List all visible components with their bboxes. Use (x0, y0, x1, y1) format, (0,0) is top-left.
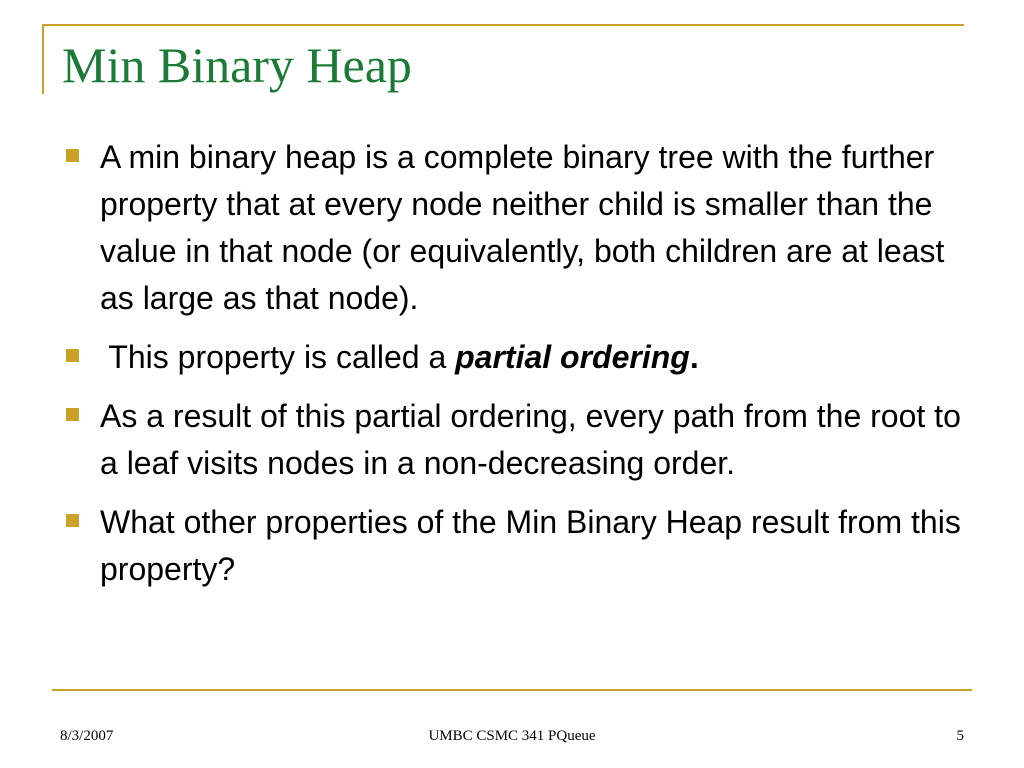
bullet-item-4 (62, 499, 962, 593)
square-bullet-icon (66, 349, 79, 362)
footer-divider (52, 689, 972, 691)
slide-title: Min Binary Heap (62, 37, 412, 93)
footer-course-title: UMBC CSMC 341 PQueue (428, 728, 596, 744)
bullet-item-1 (62, 134, 962, 322)
footer-page-number: 5 (956, 728, 964, 744)
bullet-text-4: What other properties of the Min Binary Heap result from this property? (100, 504, 961, 587)
square-bullet-icon (66, 514, 79, 527)
title-frame-left-line (42, 24, 44, 94)
bullet-text-2-after: . (689, 339, 699, 375)
bullet-text-2-before: This property is called a (100, 339, 456, 375)
bullet-text-2-emphasis: partial ordering (455, 339, 690, 375)
footer-date: 8/3/2007 (60, 728, 114, 744)
bullet-text-3: As a result of this partial ordering, every path from the root to a leaf visits nodes in a non-decreasing order. (100, 398, 961, 481)
square-bullet-icon (66, 408, 79, 421)
bullet-item-2 (62, 334, 962, 381)
bullet-item-3 (62, 393, 962, 487)
bullet-list (62, 134, 962, 605)
title-frame-top-line (42, 24, 964, 26)
bullet-text-1: A min binary heap is a complete binary tree with the further property that at every node neither child is smaller than the value in that node (or equivalently, both children are at least as large as that node). (100, 139, 945, 316)
square-bullet-icon (66, 149, 79, 162)
